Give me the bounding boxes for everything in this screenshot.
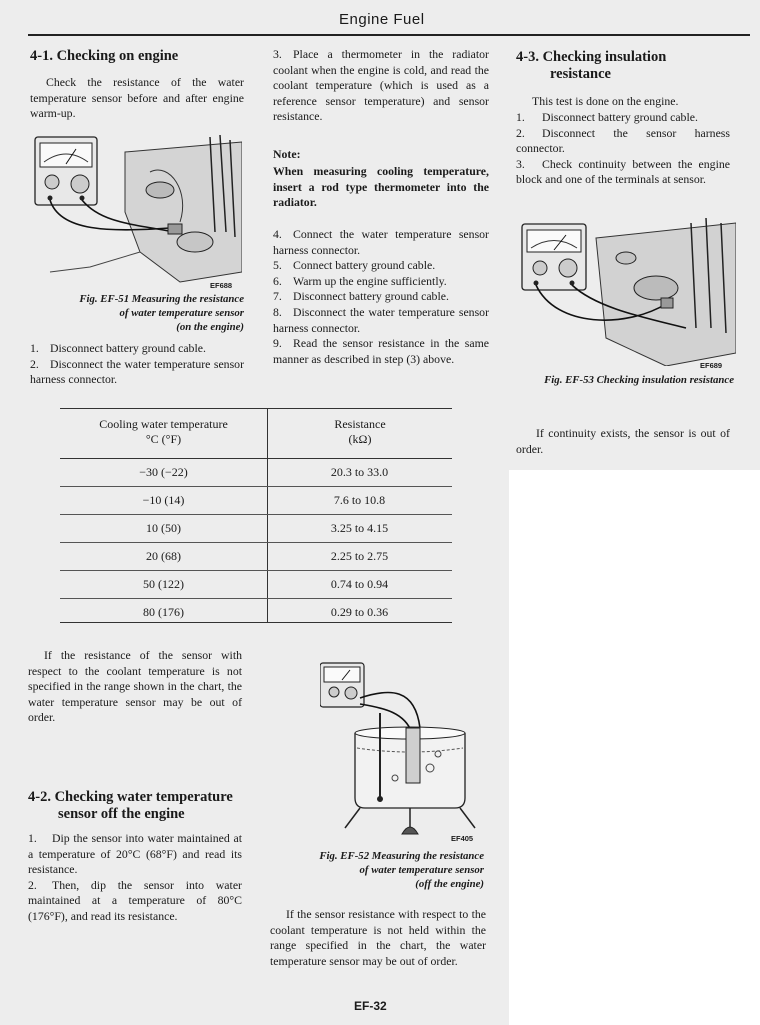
table-bottom-rule bbox=[60, 622, 452, 623]
figure-ef53-caption: Fig. EF-53 Checking insulation resistance bbox=[544, 374, 734, 386]
list-item bbox=[28, 878, 242, 925]
list-item bbox=[273, 227, 489, 258]
figure-ef51-caption-line2: of water temperature sensor bbox=[119, 307, 244, 319]
figure-ef51-code: EF688 bbox=[210, 281, 233, 290]
section-4-3-heading bbox=[516, 49, 736, 83]
table-cell-resistance: 0.29 to 0.36 bbox=[267, 599, 452, 627]
table-body bbox=[60, 459, 452, 626]
list-item bbox=[30, 357, 244, 388]
section-4-3-heading-line1: 4-3. Checking insulation bbox=[516, 49, 667, 65]
step-number: 2. bbox=[30, 356, 39, 371]
step-text: Then, dip the sensor into water maintained at a temperature of 80°C (176°F), and read its resistance. bbox=[28, 877, 242, 923]
figure-ef52-code: EF405 bbox=[451, 834, 474, 843]
table-row bbox=[60, 487, 452, 515]
col1-steps-list bbox=[30, 341, 244, 388]
section-4-2-heading-line1: 4-2. Checking water temperature bbox=[28, 789, 233, 805]
col2-steps-list bbox=[273, 227, 489, 367]
step-text: Disconnect the water temperature sensor harness connector. bbox=[30, 356, 244, 387]
table-cell-resistance: 3.25 to 4.15 bbox=[267, 515, 452, 543]
step-number: 1. bbox=[516, 110, 525, 124]
figure-ef52-caption-line3: (off the engine) bbox=[415, 878, 484, 890]
list-item bbox=[516, 110, 730, 126]
step-text: Disconnect the sensor harness connector. bbox=[516, 125, 730, 156]
off-engine-note: If the sensor resistance with respect to the coolant temperature is not held within the range specified in the chart, the water temperature sensor may be out of order. bbox=[270, 907, 486, 968]
table-cell-temperature: −10 (14) bbox=[60, 487, 267, 515]
step-number: 6. bbox=[273, 273, 282, 288]
table-top-rule bbox=[60, 408, 452, 409]
list-item bbox=[516, 157, 730, 188]
figure-ef53-illustration bbox=[516, 218, 736, 366]
figure-ef52-caption-line2: of water temperature sensor bbox=[359, 864, 484, 876]
step-number: 1. bbox=[30, 341, 39, 355]
figure-ef51-caption-line3: (on the engine) bbox=[176, 321, 244, 333]
table-cell-resistance: 7.6 to 10.8 bbox=[267, 487, 452, 515]
section-4-1-heading: 4-1. Checking on engine bbox=[30, 48, 179, 64]
table-header-resistance-line2: (kΩ) bbox=[348, 432, 372, 446]
section-4-3-intro: This test is done on the engine. bbox=[532, 94, 679, 108]
table-cell-temperature: 20 (68) bbox=[60, 543, 267, 571]
figure-ef51-caption-line1: Fig. EF-51 Measuring the resistance bbox=[79, 293, 244, 305]
figure-ef52-caption-line1: Fig. EF-52 Measuring the resistance bbox=[319, 850, 484, 862]
step-number: 7. bbox=[273, 289, 282, 304]
list-item bbox=[273, 274, 489, 290]
figure-ef51-illustration bbox=[30, 132, 242, 292]
page-number: EF-32 bbox=[354, 999, 387, 1013]
table-cell-resistance: 0.74 to 0.94 bbox=[267, 571, 452, 599]
table-header-resistance bbox=[268, 417, 452, 447]
step-number: 3. bbox=[516, 156, 525, 171]
blank-area bbox=[509, 470, 760, 1025]
continuity-note: If continuity exists, the sensor is out of order. bbox=[516, 426, 730, 456]
col3-steps-list bbox=[516, 110, 730, 188]
step-text: Warm up the engine sufficiently. bbox=[293, 273, 447, 288]
step-number: 1. bbox=[28, 831, 37, 845]
step-number: 2. bbox=[516, 125, 525, 140]
step-number: 4. bbox=[273, 227, 282, 241]
header-rule bbox=[28, 34, 750, 36]
note-text: When measuring cooling temperature, insert a rod type thermometer into the radiator. bbox=[273, 164, 489, 210]
list-item bbox=[273, 336, 489, 367]
table-header-temperature bbox=[60, 417, 267, 447]
table-cell-resistance: 2.25 to 2.75 bbox=[267, 543, 452, 571]
table-cell-temperature: −30 (−22) bbox=[139, 465, 188, 479]
step-text: Disconnect the water temperature sensor harness connector. bbox=[273, 304, 489, 335]
table-row bbox=[60, 543, 452, 571]
list-item bbox=[273, 305, 489, 336]
out-of-range-note: If the resistance of the sensor with respect to the coolant temperature is not specified in the range shown in the chart, the water temperature sensor may be out of order. bbox=[28, 648, 242, 725]
table-row bbox=[60, 515, 452, 543]
section-4-2-heading-line2: sensor off the engine bbox=[58, 806, 185, 822]
list-item bbox=[273, 258, 489, 274]
section-4-2-heading bbox=[28, 789, 233, 823]
step-number: 9. bbox=[273, 336, 282, 351]
table-cell-temperature: 10 (50) bbox=[60, 515, 267, 543]
step-text: Connect the water temperature sensor harness connector. bbox=[273, 227, 489, 257]
step-text: Read the sensor resistance in the same manner as described in step (3) above. bbox=[273, 336, 489, 366]
list-item bbox=[28, 831, 242, 878]
page-header-title: Engine Fuel bbox=[339, 11, 425, 28]
step-text: Check continuity between the engine block and one of the terminals at sensor. bbox=[516, 156, 730, 187]
table-row bbox=[60, 571, 452, 599]
step-number: 5. bbox=[273, 258, 282, 273]
step-text: Place a thermometer in the radiator coolant when the engine is cold, and read the coolant temperature (which is used as a reference sensor temperature) and sensor resistance. bbox=[273, 47, 489, 124]
step-number: 8. bbox=[273, 304, 282, 319]
section-4-1-intro: Check the resistance of the water temperature sensor before and after engine warm-up. bbox=[30, 75, 244, 121]
table-row bbox=[60, 459, 452, 487]
step-text: Disconnect battery ground cable. bbox=[50, 341, 206, 355]
table-cell-temperature: 50 (122) bbox=[60, 571, 267, 599]
step-text: Disconnect battery ground cable. bbox=[293, 289, 449, 304]
table-cell-resistance: 20.3 to 33.0 bbox=[330, 465, 389, 479]
section-4-2-steps bbox=[28, 831, 242, 925]
step-text: Disconnect battery ground cable. bbox=[542, 110, 698, 124]
figure-ef53-code: EF689 bbox=[700, 361, 723, 370]
list-item bbox=[516, 126, 730, 157]
step-text: Connect battery ground cable. bbox=[293, 258, 436, 273]
step-3-paragraph bbox=[273, 47, 489, 125]
table-header-temperature-line1: Cooling water temperature bbox=[99, 417, 228, 431]
resistance-table bbox=[60, 408, 452, 623]
section-4-3-heading-line2: resistance bbox=[550, 66, 611, 82]
step-number: 3. bbox=[273, 47, 282, 61]
note-label: Note: bbox=[273, 147, 301, 161]
step-text: Dip the sensor into water maintained at a temperature of 20°C (68°F) and read its resistance. bbox=[28, 831, 242, 877]
figure-ef51-caption bbox=[30, 292, 244, 334]
table-header-resistance-line1: Resistance bbox=[334, 417, 386, 431]
step-number: 2. bbox=[28, 877, 37, 892]
list-item bbox=[30, 341, 244, 357]
figure-ef52-caption bbox=[270, 849, 484, 891]
figure-ef52-illustration bbox=[320, 658, 490, 840]
table-cell-temperature: 80 (176) bbox=[60, 599, 267, 627]
list-item bbox=[273, 289, 489, 305]
table-header-temperature-line2: °C (°F) bbox=[145, 432, 182, 446]
